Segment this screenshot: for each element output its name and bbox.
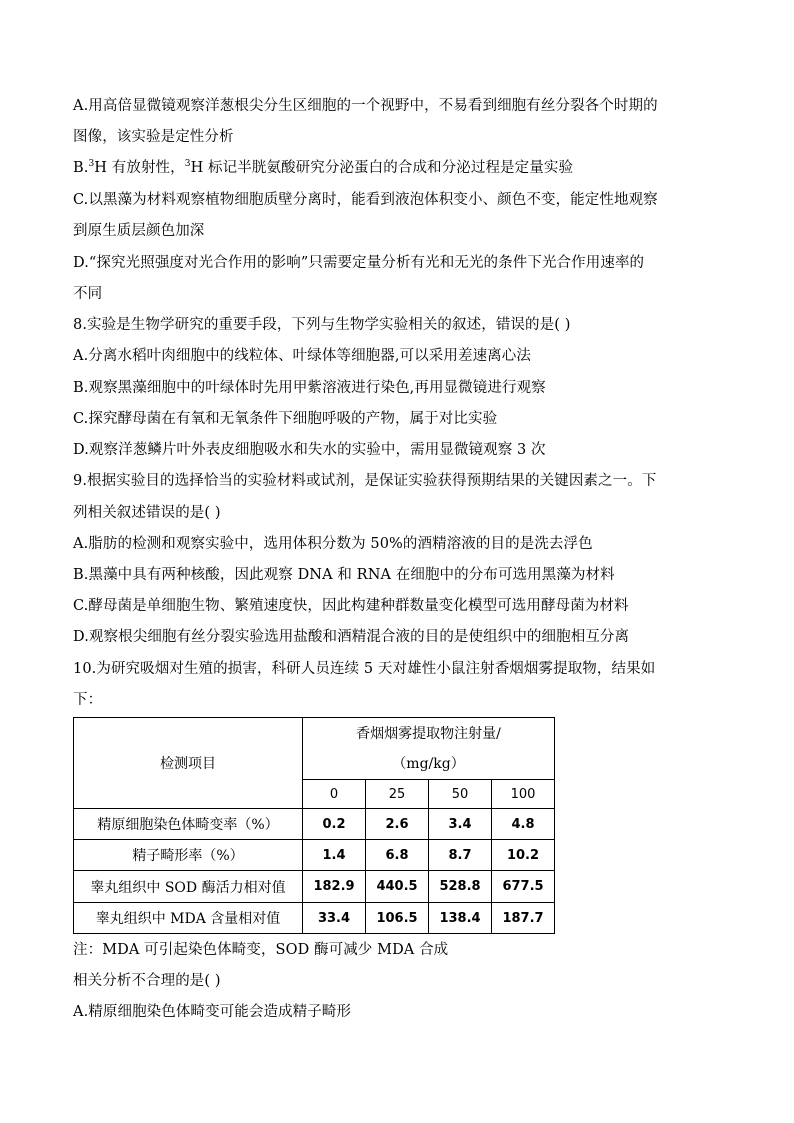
table-cell: 182.9 xyxy=(303,871,366,903)
dose-25: 25 xyxy=(366,780,429,809)
table-cell: 528.8 xyxy=(429,871,492,903)
option-8a: A.分离水稻叶肉细胞中的线粒体、叶绿体等细胞器,可以采用差速离心法 xyxy=(73,348,531,364)
option-9b: B.黑藻中具有两种核酸，因此观察 DNA 和 RNA 在细胞中的分布可选用黑藻为材料 xyxy=(73,567,615,583)
question-9-stem-line2: 列相关叙述错误的是( ) xyxy=(73,505,221,521)
option-7b-sup2: 3 xyxy=(184,159,191,170)
row-label: 睾丸组织中 SOD 酶活力相对值 xyxy=(74,871,303,903)
option-7b-sup1: 3 xyxy=(88,159,95,170)
table-cell: 0.2 xyxy=(303,809,366,840)
table-cell: 33.4 xyxy=(303,903,366,934)
table-cell: 6.8 xyxy=(366,840,429,871)
dose-0: 0 xyxy=(303,780,366,809)
results-table xyxy=(73,717,555,934)
header-item: 检测项目 xyxy=(74,718,303,809)
row-label: 精原细胞染色体畸变率（%） xyxy=(74,809,303,840)
table-cell: 1.4 xyxy=(303,840,366,871)
header-dose-line2: （mg/kg） xyxy=(392,755,465,772)
option-7b-part3: H 标记半胱氨酸研究分泌蛋白的合成和分泌过程是定量实验 xyxy=(190,160,574,176)
table-cell: 677.5 xyxy=(492,871,555,903)
table-cell: 4.8 xyxy=(492,809,555,840)
table-cell: 2.6 xyxy=(366,809,429,840)
option-10a: A.精原细胞染色体畸变可能会造成精子畸形 xyxy=(73,1004,352,1020)
option-8b: B.观察黑藻细胞中的叶绿体时先用甲紫溶液进行染色,再用显微镜进行观察 xyxy=(73,380,546,396)
header-dose-line1: 香烟烟雾提取物注射量/ xyxy=(356,725,501,742)
option-7b-part2: H 有放射性， xyxy=(94,160,185,176)
option-7d-line1: D.“探究光照强度对光合作用的影响”只需要定量分析有光和无光的条件下光合作用速率的 xyxy=(73,255,645,271)
table-cell: 3.4 xyxy=(429,809,492,840)
table-note: 注：MDA 可引起染色体畸变，SOD 酶可减少 MDA 合成 xyxy=(73,942,449,958)
question-8-stem: 8.实验是生物学研究的重要手段，下列与生物学实验相关的叙述，错误的是( ) xyxy=(73,317,571,333)
dose-100: 100 xyxy=(492,780,555,809)
row-label: 睾丸组织中 MDA 含量相对值 xyxy=(74,903,303,934)
dose-50: 50 xyxy=(429,780,492,809)
row-label: 精子畸形率（%） xyxy=(74,840,303,871)
option-8d: D.观察洋葱鳞片叶外表皮细胞吸水和失水的实验中，需用显微镜观察 3 次 xyxy=(73,442,546,458)
option-7a-line1: A.用高倍显微镜观察洋葱根尖分生区细胞的一个视野中，不易看到细胞有丝分裂各个时期的 xyxy=(73,98,658,114)
table-cell: 106.5 xyxy=(366,903,429,934)
option-7c-line2: 到原生质层颜色加深 xyxy=(73,223,205,239)
question-10-stem-line1: 10.为研究吸烟对生殖的损害，科研人员连续 5 天对雄性小鼠注射香烟烟雾提取物，结果如 xyxy=(73,661,656,677)
question-10-prompt: 相关分析不合理的是( ) xyxy=(73,973,221,989)
option-7c-line1: C.以黑藻为材料观察植物细胞质壁分离时，能看到液泡体积变小、颜色不变，能定性地观察 xyxy=(73,192,658,208)
question-10-stem-line2: 下： xyxy=(73,692,103,708)
option-7b xyxy=(73,158,573,178)
option-7d-line2: 不同 xyxy=(73,286,103,302)
option-7a-line2: 图像，该实验是定性分析 xyxy=(73,129,234,145)
table-cell: 187.7 xyxy=(492,903,555,934)
table-cell: 440.5 xyxy=(366,871,429,903)
option-9a: A.脂肪的检测和观察实验中，选用体积分数为 50%的酒精溶液的目的是洗去浮色 xyxy=(73,536,593,552)
table-cell: 10.2 xyxy=(492,840,555,871)
table-cell: 8.7 xyxy=(429,840,492,871)
table-cell: 138.4 xyxy=(429,903,492,934)
option-8c: C.探究酵母菌在有氧和无氧条件下细胞呼吸的产物，属于对比实验 xyxy=(73,411,498,427)
header-dose xyxy=(303,718,555,780)
option-9c: C.酵母菌是单细胞生物、繁殖速度快，因此构建种群数量变化模型可选用酵母菌为材料 xyxy=(73,598,629,614)
option-7b-part1: B. xyxy=(73,160,89,176)
option-9d: D.观察根尖细胞有丝分裂实验选用盐酸和酒精混合液的目的是使组织中的细胞相互分离 xyxy=(73,629,630,645)
question-9-stem-line1: 9.根据实验目的选择恰当的实验材料或试剂，是保证实验获得预期结果的关键因素之一。下 xyxy=(73,473,657,489)
